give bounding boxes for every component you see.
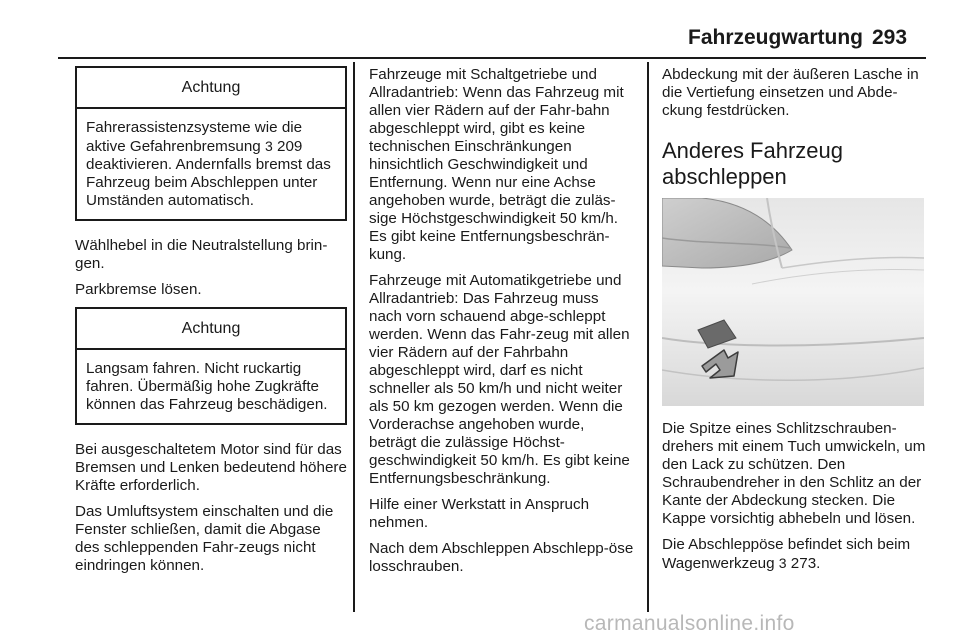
paragraph: Die Spitze eines Schlitzschrauben-drehers mit einem Tuch umwickeln, um den Lack zu schützen. Den Schraubendreher in den Schlitz an der Kante der Abdeckung stecken. Die Kappe vorsichtig abhebeln und lösen. bbox=[662, 420, 926, 527]
car-rear-bumper-illustration bbox=[662, 198, 924, 406]
warning-text-b: 209 deaktivieren. Andernfalls bremst das Fahrzeug beim Abschleppen unter Umständen automatisch. bbox=[86, 138, 331, 209]
page-reference-icon: 3 bbox=[778, 555, 787, 571]
paragraph: Bei ausgeschaltetem Motor sind für das Bremsen und Lenken bedeutend höhere Kräfte erforderlich. bbox=[75, 441, 347, 494]
paragraph-text-a: Die Abschleppöse befindet sich beim Wagenwerkzeug bbox=[662, 536, 911, 572]
warning-title: Achtung bbox=[77, 309, 345, 350]
paragraph: Fahrzeuge mit Automatikgetriebe und Allradantrieb: Das Fahrzeug muss nach vorn schauend abge-schleppt werden. Wenn das Fahr-zeug mit allen vier Rädern auf der Fahrbahn abgeschleppt wird, darf es nicht schneller als 50 km/h und nicht weiter als 50 km gezogen werden. Wenn die Vorderachse angehoben wurde, beträgt die zulässige Höchst-geschwindigkeit 50 km/h. Es gibt keine Entfernungsbeschränkung. bbox=[369, 272, 630, 487]
warning-box-2 bbox=[75, 307, 347, 425]
column-divider-2 bbox=[647, 62, 649, 612]
car-rear-bumper-icon bbox=[662, 198, 924, 406]
column-2 bbox=[369, 66, 635, 584]
column-divider-1 bbox=[353, 62, 355, 612]
paragraph: Das Umluftsystem einschalten und die Fenster schließen, damit die Abgase des schleppenden Fahr-zeugs nicht eindringen können. bbox=[75, 503, 334, 574]
paragraph: Hilfe einer Werkstatt in Anspruch nehmen. bbox=[369, 496, 590, 531]
column-1 bbox=[75, 62, 347, 583]
paragraph: Fahrzeuge mit Schaltgetriebe und Allradantrieb: Wenn das Fahrzeug mit allen vier Rädern auf der Fahr-bahn abgeschleppt wird, gibt es keine technischen Einschränkungen hinsichtlich Geschwindigkeit und Entfernung. Wenn nur eine Achse angehoben wurde, beträgt die zuläs-sige Höchstgeschwindigkeit 50 km/h. Es gibt keine Entfernungsbeschrän-kung. bbox=[369, 66, 624, 263]
warning-text bbox=[77, 109, 345, 219]
warning-text: Langsam fahren. Nicht ruckartig fahren. Übermäßig hohe Zugkräfte können das Fahrzeug beschädigen. bbox=[86, 360, 328, 413]
paragraph bbox=[662, 536, 928, 573]
warning-text-a: Fahrerassistenzsysteme wie die aktive Gefahrenbremsung bbox=[86, 119, 303, 155]
page-header-title: Fahrzeugwartung bbox=[688, 26, 864, 49]
header-divider bbox=[58, 57, 926, 59]
paragraph-text-b: 273. bbox=[786, 555, 821, 572]
section-title: Anderes Fahrzeug abschleppen bbox=[662, 138, 843, 189]
paragraph: Parkbremse lösen. bbox=[75, 281, 202, 298]
warning-box-1 bbox=[75, 66, 347, 221]
column-3 bbox=[662, 66, 928, 581]
page-reference-icon: 3 bbox=[264, 138, 273, 154]
paragraph: Wählhebel in die Neutralstellung brin-gen. bbox=[75, 237, 328, 272]
paragraph: Abdeckung mit der äußeren Lasche in die Vertiefung einsetzen und Abde-ckung festdrücken. bbox=[662, 66, 919, 119]
warning-title: Achtung bbox=[77, 68, 345, 109]
paragraph: Nach dem Abschleppen Abschlepp-öse losschrauben. bbox=[369, 540, 634, 575]
watermark: carmanualsonline.info bbox=[584, 612, 795, 635]
page-number: 293 bbox=[872, 26, 908, 49]
